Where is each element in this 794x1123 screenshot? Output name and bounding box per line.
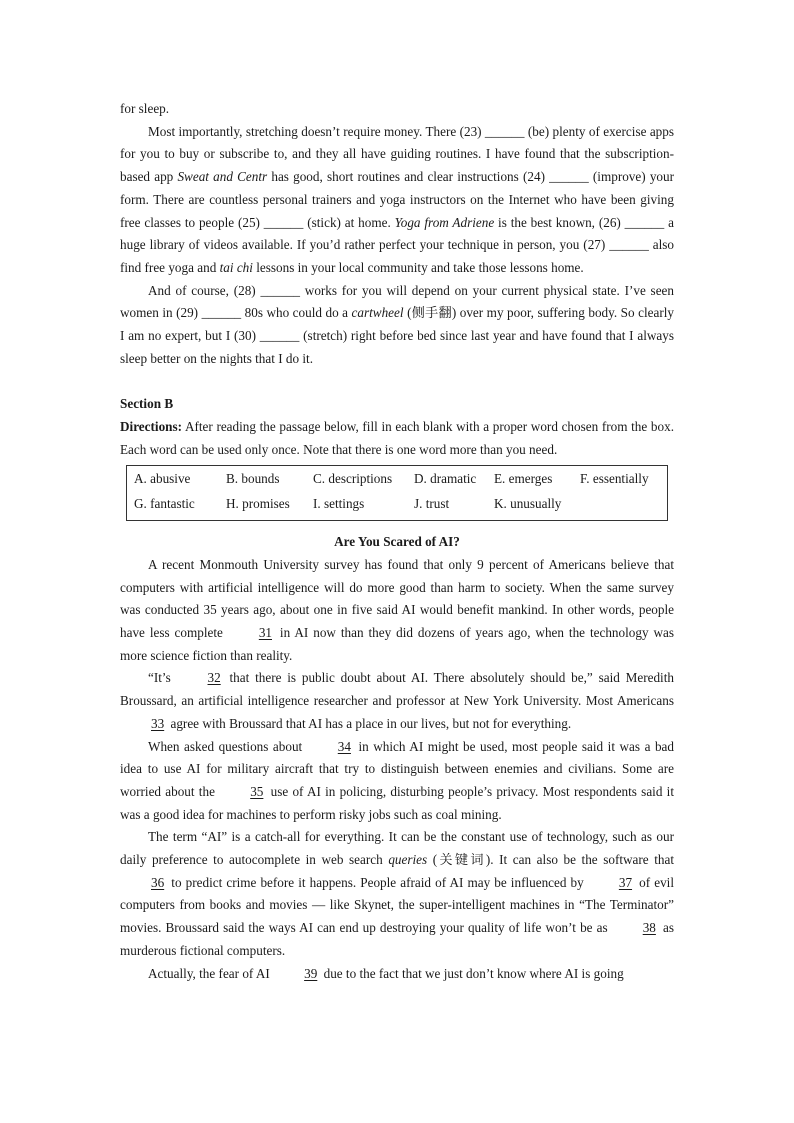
text-run: lessons in your local community and take those lessons home. — [252, 259, 584, 275]
text-run: “It’s — [148, 670, 177, 686]
paragraph-stretching-money — [120, 121, 674, 280]
passage-paragraph — [120, 826, 674, 962]
text-run: (improve) your form. There are countless personal trainers and yoga instructors on the Internet who have been giving free classes to people — [120, 169, 674, 230]
text-run: And of course, — [148, 282, 234, 298]
text-run: use of AI in policing, disturbing people’s privacy. Most respondents said it was a good idea for machines to perform risky jobs such as coal mining. — [120, 783, 675, 822]
paragraph-sleep-end: for sleep. — [120, 101, 170, 116]
word-option: H. promises — [226, 496, 290, 512]
text-run: to predict crime before it happens. People afraid of AI may be influenced by — [167, 874, 588, 890]
answer-blank: (28) ______ — [233, 282, 301, 298]
passage-paragraph — [120, 667, 674, 735]
text-run: as murderous fictional computers. — [120, 920, 674, 958]
text-run: has good, short routines and clear instructions — [267, 169, 523, 185]
text-run: also find free yoga and — [120, 237, 674, 275]
text-run: A recent Monmouth University survey has found that only 9 percent of Americans believe that computers with artificial intelligence will do more good than harm to society. When the same survey was conducted 35 years ago, about one in five said AI would benefit mankind. In other words, people have less complete — [120, 556, 674, 641]
text-run: (stretch) right before bed since last year and have found that I always sleep better on the nights that I do it. — [120, 328, 674, 366]
italic-term: queries — [388, 852, 428, 868]
word-option: J. trust — [414, 496, 450, 512]
directions-text: After reading the passage below, fill in each blank with a proper word chosen from the box. Each word can be used only once. Note that there is one word more than you need. — [120, 418, 674, 457]
text-run: The term “AI” is a catch-all for everything. It can be the constant use of technology, such as our daily preference to autocomplete in web search — [120, 829, 674, 868]
word-box-row — [134, 467, 667, 492]
word-option: K. unusually — [494, 496, 562, 512]
text-run: due to the fact that we just don’t know where AI is going — [320, 965, 624, 981]
word-option: G. fantastic — [134, 496, 195, 512]
text-run: a huge library of videos available. If you’d rather perfect your technique in person, you — [120, 214, 674, 253]
answer-blank: 39 — [304, 965, 318, 981]
answer-blank: 34 — [337, 738, 351, 754]
text-run: works for you will depend on your current physical state. I’ve seen women in — [120, 282, 674, 321]
directions — [120, 416, 674, 461]
spacer — [120, 370, 674, 393]
document-page — [120, 98, 674, 985]
paragraph-physical-state — [120, 280, 674, 371]
word-box — [126, 465, 668, 521]
answer-blank: 38 — [642, 920, 656, 936]
text-run: (侧手翻) over my poor, suffering body. So clearly I am no expert, but I — [120, 305, 674, 344]
text-run: (关键词). It can also be the software that — [427, 852, 675, 868]
word-option: E. emerges — [494, 471, 553, 487]
italic-term: cartwheel — [351, 305, 404, 321]
answer-blank: (23) ______ — [459, 123, 525, 139]
text-run: in which AI might be used, most people said it was a bad idea to use AI for military aircraft that try to distinguish between enemies and civilians. Some are worried about the — [120, 738, 674, 799]
text-run: When asked questions about — [148, 738, 307, 754]
answer-blank: (30) ______ — [234, 328, 300, 344]
answer-blank: 37 — [618, 874, 633, 890]
text-run: in AI now than they did dozens of years ago, when the technology was more science fiction than reality. — [120, 625, 674, 663]
answer-blank: 35 — [250, 783, 264, 799]
passage-paragraph — [120, 963, 674, 986]
text-run: Actually, the fear of AI — [148, 965, 274, 981]
text-run: of evil computers from books and movies — like Skynet, the super-intelligent machines in “The Terminator” movies. Broussard said the ways AI can end up destroying your quality of life won’t be as — [120, 874, 675, 936]
word-option: C. descriptions — [313, 471, 393, 487]
answer-blank: 31 — [258, 625, 272, 641]
section-b-heading: Section B — [120, 396, 174, 412]
text-run: 80s who could do a — [241, 305, 352, 321]
word-option: D. dramatic — [414, 471, 477, 487]
text-run: Most importantly, stretching doesn’t require money. There — [148, 123, 460, 139]
italic-term: Sweat and Centr — [177, 169, 268, 185]
italic-term: tai chi — [219, 259, 253, 275]
italic-term: Yoga from Adriene — [394, 214, 495, 230]
text-run: (stick) at home. — [303, 214, 395, 230]
answer-blank: (24) ______ — [522, 169, 589, 185]
text-run: agree with Broussard that AI has a place in our lives, but not for everything. — [167, 715, 572, 731]
word-option: I. settings — [313, 496, 365, 512]
answer-blank: (26) ______ — [598, 214, 665, 230]
answer-blank: 33 — [151, 715, 165, 731]
passage-paragraph — [120, 554, 674, 668]
directions-label: Directions: — [120, 418, 183, 434]
word-option: A. abusive — [134, 471, 191, 487]
answer-blank: (27) ______ — [583, 237, 649, 253]
answer-blank: 32 — [207, 670, 221, 686]
text-run: (be) plenty of exercise apps for you to buy or subscribe to, and they all have guiding routines. I have found that the subscription-based app — [120, 123, 674, 185]
word-option: B. bounds — [226, 471, 280, 487]
answer-blank: (25) ______ — [237, 214, 304, 230]
passage-paragraph — [120, 736, 674, 827]
text-run: that there is public doubt about AI. There absolutely should be,” said Meredith Broussard, an artificial intelligence researcher and professor at New York University. Most Americans — [120, 670, 674, 709]
answer-blank: 36 — [151, 874, 165, 890]
word-option: F. essentially — [580, 471, 649, 487]
text-run: is the best known, — [494, 214, 599, 230]
answer-blank: (29) ______ — [176, 305, 242, 321]
passage-title: Are You Scared of AI? — [334, 534, 460, 550]
word-box-row — [134, 492, 667, 517]
